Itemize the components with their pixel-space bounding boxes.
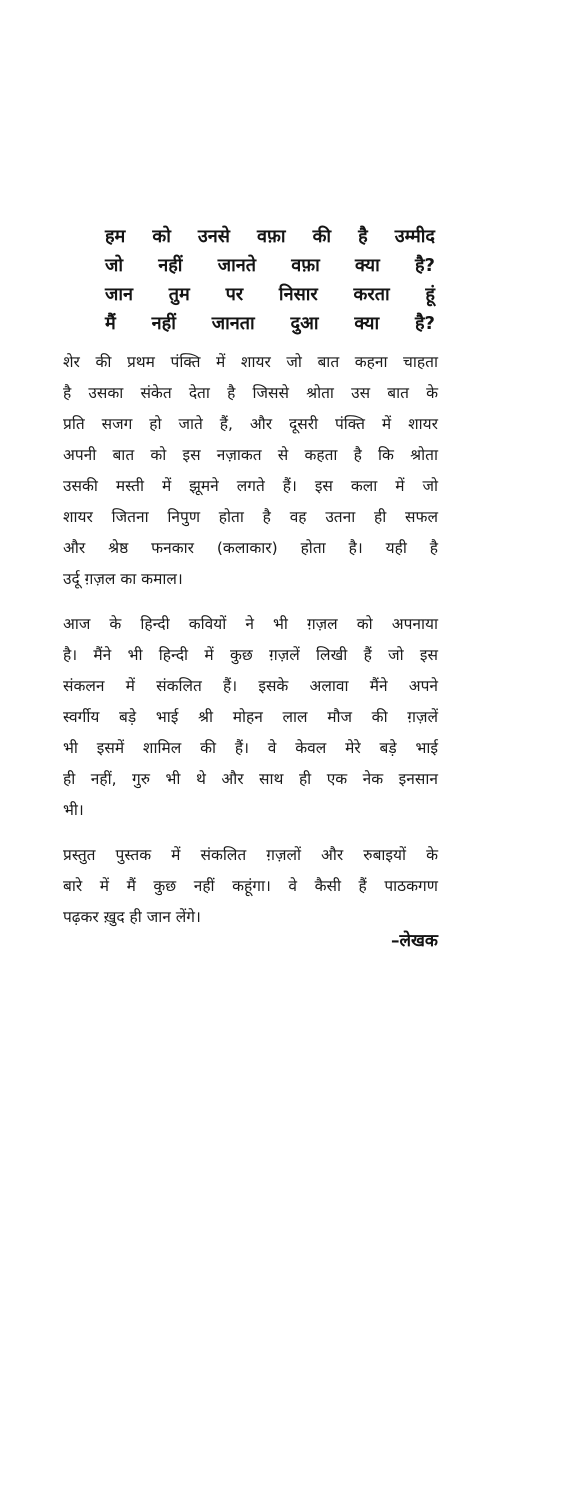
couplet-line: जान तुम पर निसार करता हूं (105, 284, 435, 305)
text-line: शायर जितना निपुण होता है वह उतना ही सफल (63, 508, 438, 526)
paragraph-ghazal-art (63, 347, 438, 595)
couplet-line: मैं नहीं जानता दुआ क्या है? (105, 313, 435, 334)
text-line: है उसका संकेत देता है जिससे श्रोता उस बात के (63, 384, 438, 402)
paragraph-spacer (63, 595, 438, 609)
text-line: स्वर्गीय बड़े भाई श्री मोहन लाल मौज की ग़ज़लें (63, 708, 438, 726)
author-signature: –लेखक (391, 931, 438, 951)
text-line: प्रति सजग हो जाते हैं, और दूसरी पंक्ति में शायर (63, 415, 438, 433)
text-line: अपनी बात को इस नज़ाकत से कहता है कि श्रोता (63, 446, 438, 464)
text-line: ही नहीं, गुरु भी थे और साथ ही एक नेक इनसान (63, 770, 438, 788)
prose-body (63, 347, 438, 933)
paragraph-spacer (63, 826, 438, 840)
text-line: उसकी मस्ती में झूमने लगते हैं। इस कला में जो (63, 477, 438, 495)
text-line: भी इसमें शामिल की हैं। वे केवल मेरे बड़े भाई (63, 739, 438, 757)
text-line: है। मैंने भी हिन्दी में कुछ ग़ज़लें लिखी हैं जो इस (63, 646, 438, 664)
text-line: भी। (63, 801, 84, 819)
paragraph-hindi-poets (63, 609, 438, 826)
text-line: और श्रेष्ठ फनकार (कलाकार) होता है। यही है (63, 539, 438, 557)
text-line: संकलन में संकलित हैं। इसके अलावा मैंने अपने (63, 677, 438, 695)
text-line: पढ़कर ख़ुद ही जान लेंगे। (63, 908, 201, 926)
couplet-line: हम को उनसे वफ़ा की है उम्मीद (105, 226, 435, 247)
text-line: आज के हिन्दी कवियों ने भी ग़ज़ल को अपनाया (63, 615, 438, 633)
couplet-line: जो नहीं जानते वफ़ा क्या है? (105, 255, 435, 276)
sher-couplet (105, 222, 435, 338)
text-line: प्रस्तुत पुस्तक में संकलित ग़ज़लों और रुबाइयों के (63, 846, 438, 864)
text-line: उर्दू ग़ज़ल का कमाल। (63, 570, 183, 588)
text-line: बारे में मैं कुछ नहीं कहूंगा। वे कैसी हैं पाठकगण (63, 877, 438, 895)
text-line: शेर की प्रथम पंक्ति में शायर जो बात कहना चाहता (63, 353, 438, 371)
paragraph-closing (63, 840, 438, 933)
